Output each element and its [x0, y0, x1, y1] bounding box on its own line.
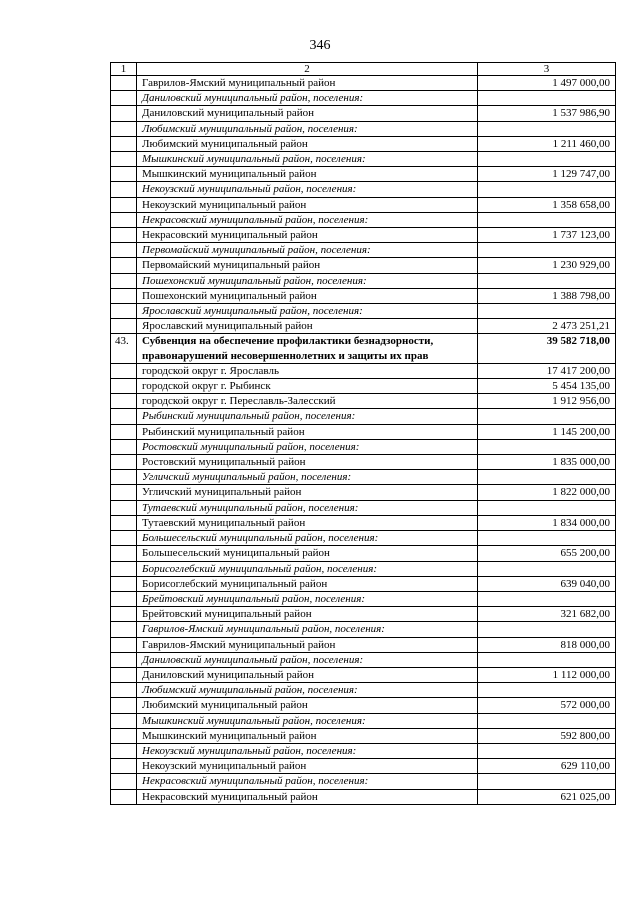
section-title: Субвенция на обеспечение профилактики безнадзорности, правонарушений несовершеннолетних и защиты их прав	[137, 334, 478, 363]
row-number-cell	[111, 394, 137, 409]
row-number-cell	[111, 258, 137, 273]
row-number-cell	[111, 455, 137, 470]
recipient-name: Мышкинский муниципальный район	[137, 167, 478, 182]
row-number-cell	[111, 152, 137, 167]
row-number-cell	[111, 167, 137, 182]
table-row	[111, 319, 616, 334]
row-number-cell	[111, 683, 137, 698]
amount-cell	[478, 743, 616, 758]
recipient-name: Гаврилов-Ямский муниципальный район	[137, 76, 478, 91]
group-heading-label: Любимский муниципальный район, поселения:	[137, 683, 478, 698]
section-title-row	[111, 334, 616, 363]
row-number-cell	[111, 485, 137, 500]
recipient-name: Некрасовский муниципальный район	[137, 789, 478, 804]
row-number-cell	[111, 698, 137, 713]
row-number-cell	[111, 243, 137, 258]
amount-cell	[478, 439, 616, 454]
group-heading-label: Мышкинский муниципальный район, поселения:	[137, 152, 478, 167]
row-number-cell	[111, 91, 137, 106]
row-number-cell	[111, 228, 137, 243]
table-row	[111, 228, 616, 243]
row-number-cell	[111, 531, 137, 546]
amount-cell: 1 835 000,00	[478, 455, 616, 470]
table-row	[111, 363, 616, 378]
group-heading-label: Даниловский муниципальный район, поселения:	[137, 91, 478, 106]
amount-cell: 1 230 929,00	[478, 258, 616, 273]
table-row	[111, 106, 616, 121]
row-number-cell	[111, 363, 137, 378]
amount-cell: 639 040,00	[478, 576, 616, 591]
table-row	[111, 379, 616, 394]
group-heading-label: Некоузский муниципальный район, поселения:	[137, 182, 478, 197]
recipient-name: Любимский муниципальный район	[137, 136, 478, 151]
group-heading-label: Любимский муниципальный район, поселения:	[137, 121, 478, 136]
recipient-name: Брейтовский муниципальный район	[137, 607, 478, 622]
table-row	[111, 515, 616, 530]
row-number-cell	[111, 637, 137, 652]
amount-cell	[478, 470, 616, 485]
group-heading-label: Даниловский муниципальный район, поселения:	[137, 652, 478, 667]
table-row	[111, 455, 616, 470]
amount-cell: 17 417 200,00	[478, 363, 616, 378]
recipient-name: Борисоглебский муниципальный район	[137, 576, 478, 591]
table-row	[111, 424, 616, 439]
group-heading-label: Гаврилов-Ямский муниципальный район, поселения:	[137, 622, 478, 637]
row-number-cell	[111, 273, 137, 288]
amount-cell: 1 129 747,00	[478, 167, 616, 182]
amount-cell: 629 110,00	[478, 759, 616, 774]
recipient-name: городской округ г. Рыбинск	[137, 379, 478, 394]
row-number-cell	[111, 743, 137, 758]
group-heading-row	[111, 683, 616, 698]
amount-cell	[478, 622, 616, 637]
group-heading-label: Тутаевский муниципальный район, поселения:	[137, 500, 478, 515]
table-row	[111, 698, 616, 713]
group-heading-row	[111, 561, 616, 576]
group-heading-row	[111, 713, 616, 728]
row-number-cell	[111, 76, 137, 91]
page-number: 346	[309, 38, 331, 53]
recipient-name: Даниловский муниципальный район	[137, 106, 478, 121]
amount-cell	[478, 212, 616, 227]
recipient-name: Некоузский муниципальный район	[137, 197, 478, 212]
group-heading-label: Ярославский муниципальный район, поселения:	[137, 304, 478, 319]
amount-cell	[478, 652, 616, 667]
recipient-name: Ростовский муниципальный район	[137, 455, 478, 470]
group-heading-label: Ростовский муниципальный район, поселения:	[137, 439, 478, 454]
recipient-name: Угличский муниципальный район	[137, 485, 478, 500]
table-row	[111, 576, 616, 591]
row-number-cell	[111, 106, 137, 121]
group-heading-row	[111, 212, 616, 227]
row-number-cell	[111, 667, 137, 682]
group-heading-label: Борисоглебский муниципальный район, поселения:	[137, 561, 478, 576]
row-number-cell	[111, 728, 137, 743]
table-row	[111, 288, 616, 303]
amount-cell	[478, 182, 616, 197]
header-col1: 1	[111, 63, 137, 76]
table-row	[111, 607, 616, 622]
table-row	[111, 667, 616, 682]
row-number-cell	[111, 409, 137, 424]
group-heading-label: Пошехонский муниципальный район, поселения:	[137, 273, 478, 288]
group-heading-row	[111, 500, 616, 515]
amount-cell	[478, 531, 616, 546]
recipient-name: Ярославский муниципальный район	[137, 319, 478, 334]
budget-table-body	[111, 63, 616, 805]
recipient-name: Гаврилов-Ямский муниципальный район	[137, 637, 478, 652]
amount-cell	[478, 243, 616, 258]
group-heading-row	[111, 774, 616, 789]
amount-cell: 1 497 000,00	[478, 76, 616, 91]
group-heading-row	[111, 243, 616, 258]
row-number-cell	[111, 546, 137, 561]
row-number-cell	[111, 789, 137, 804]
table-row	[111, 637, 616, 652]
row-number-cell	[111, 121, 137, 136]
recipient-name: городской округ г. Ярославль	[137, 363, 478, 378]
row-number-cell	[111, 774, 137, 789]
group-heading-row	[111, 273, 616, 288]
amount-cell: 1 211 460,00	[478, 136, 616, 151]
amount-cell: 1 112 000,00	[478, 667, 616, 682]
amount-cell: 572 000,00	[478, 698, 616, 713]
amount-cell	[478, 713, 616, 728]
recipient-name: Тутаевский муниципальный район	[137, 515, 478, 530]
amount-cell: 655 200,00	[478, 546, 616, 561]
recipient-name: Некоузский муниципальный район	[137, 759, 478, 774]
row-number-cell	[111, 576, 137, 591]
table-row	[111, 258, 616, 273]
table-row	[111, 394, 616, 409]
recipient-name: Рыбинский муниципальный район	[137, 424, 478, 439]
row-number-cell	[111, 470, 137, 485]
row-number-cell	[111, 622, 137, 637]
section-total: 39 582 718,00	[478, 334, 616, 363]
group-heading-label: Большесельский муниципальный район, поселения:	[137, 531, 478, 546]
recipient-name: Мышкинский муниципальный район	[137, 728, 478, 743]
table-header-row	[111, 63, 616, 76]
row-number-cell	[111, 439, 137, 454]
budget-table	[110, 62, 616, 805]
row-number-cell	[111, 136, 137, 151]
header-col3: 3	[478, 63, 616, 76]
group-heading-label: Брейтовский муниципальный район, поселения:	[137, 591, 478, 606]
table-row	[111, 197, 616, 212]
amount-cell	[478, 152, 616, 167]
group-heading-row	[111, 591, 616, 606]
group-heading-label: Некрасовский муниципальный район, поселения:	[137, 212, 478, 227]
amount-cell: 2 473 251,21	[478, 319, 616, 334]
group-heading-row	[111, 182, 616, 197]
table-row	[111, 789, 616, 804]
amount-cell: 621 025,00	[478, 789, 616, 804]
group-heading-row	[111, 470, 616, 485]
table-row	[111, 136, 616, 151]
amount-cell	[478, 500, 616, 515]
group-heading-row	[111, 531, 616, 546]
recipient-name: городской округ г. Переславль-Залесский	[137, 394, 478, 409]
amount-cell	[478, 273, 616, 288]
section-number: 43.	[111, 334, 137, 363]
table-row	[111, 76, 616, 91]
amount-cell: 1 822 000,00	[478, 485, 616, 500]
group-heading-label: Некрасовский муниципальный район, поселения:	[137, 774, 478, 789]
group-heading-row	[111, 91, 616, 106]
row-number-cell	[111, 288, 137, 303]
group-heading-row	[111, 152, 616, 167]
amount-cell	[478, 121, 616, 136]
recipient-name: Некрасовский муниципальный район	[137, 228, 478, 243]
row-number-cell	[111, 759, 137, 774]
row-number-cell	[111, 561, 137, 576]
group-heading-row	[111, 622, 616, 637]
group-heading-label: Некоузский муниципальный район, поселения:	[137, 743, 478, 758]
table-row	[111, 759, 616, 774]
group-heading-row	[111, 304, 616, 319]
recipient-name: Первомайский муниципальный район	[137, 258, 478, 273]
amount-cell	[478, 304, 616, 319]
recipient-name: Даниловский муниципальный район	[137, 667, 478, 682]
amount-cell: 1 834 000,00	[478, 515, 616, 530]
amount-cell	[478, 683, 616, 698]
amount-cell: 321 682,00	[478, 607, 616, 622]
row-number-cell	[111, 652, 137, 667]
amount-cell: 1 537 986,90	[478, 106, 616, 121]
group-heading-label: Рыбинский муниципальный район, поселения:	[137, 409, 478, 424]
row-number-cell	[111, 379, 137, 394]
group-heading-row	[111, 652, 616, 667]
recipient-name: Любимский муниципальный район	[137, 698, 478, 713]
amount-cell	[478, 591, 616, 606]
amount-cell: 1 912 956,00	[478, 394, 616, 409]
table-row	[111, 485, 616, 500]
table-row	[111, 546, 616, 561]
row-number-cell	[111, 591, 137, 606]
row-number-cell	[111, 304, 137, 319]
recipient-name: Большесельский муниципальный район	[137, 546, 478, 561]
group-heading-row	[111, 121, 616, 136]
row-number-cell	[111, 212, 137, 227]
row-number-cell	[111, 607, 137, 622]
group-heading-label: Первомайский муниципальный район, поселения:	[137, 243, 478, 258]
amount-cell	[478, 774, 616, 789]
recipient-name: Пошехонский муниципальный район	[137, 288, 478, 303]
amount-cell	[478, 561, 616, 576]
row-number-cell	[111, 424, 137, 439]
group-heading-row	[111, 743, 616, 758]
row-number-cell	[111, 197, 137, 212]
amount-cell	[478, 91, 616, 106]
amount-cell	[478, 409, 616, 424]
table-row	[111, 167, 616, 182]
group-heading-label: Мышкинский муниципальный район, поселения:	[137, 713, 478, 728]
group-heading-label: Угличский муниципальный район, поселения:	[137, 470, 478, 485]
row-number-cell	[111, 713, 137, 728]
group-heading-row	[111, 409, 616, 424]
group-heading-row	[111, 439, 616, 454]
amount-cell: 592 800,00	[478, 728, 616, 743]
row-number-cell	[111, 182, 137, 197]
amount-cell: 1 145 200,00	[478, 424, 616, 439]
amount-cell: 818 000,00	[478, 637, 616, 652]
amount-cell: 5 454 135,00	[478, 379, 616, 394]
amount-cell: 1 358 658,00	[478, 197, 616, 212]
amount-cell: 1 388 798,00	[478, 288, 616, 303]
amount-cell: 1 737 123,00	[478, 228, 616, 243]
header-col2: 2	[137, 63, 478, 76]
row-number-cell	[111, 500, 137, 515]
row-number-cell	[111, 319, 137, 334]
table-row	[111, 728, 616, 743]
row-number-cell	[111, 515, 137, 530]
